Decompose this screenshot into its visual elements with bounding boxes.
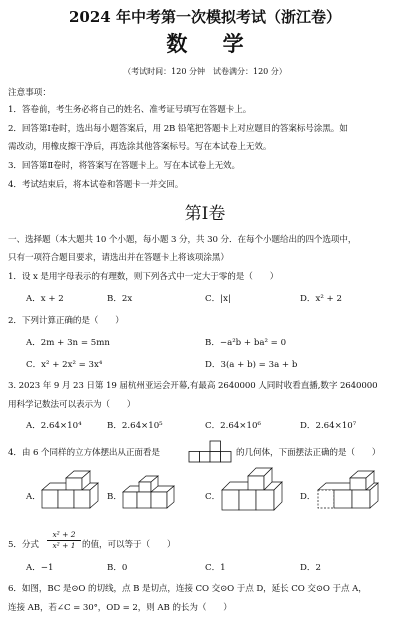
q4-option-c: C． xyxy=(205,492,221,502)
q5-stem-pre: 5．分式 xyxy=(8,540,39,550)
q3-option-c: C．2.64×10⁶ xyxy=(205,421,261,431)
q4-option-a-figure xyxy=(40,470,106,512)
q2-option-c: C．x² + 2x² = 3x⁴ xyxy=(26,360,103,370)
q2-option-d: D．3(a + b) = 3a + b xyxy=(205,360,298,370)
q5-fraction xyxy=(47,530,81,551)
q5-fraction-denominator: x² + 1 xyxy=(52,541,76,550)
q3-stem-b: 用科学记数法可以表示为（ ） xyxy=(8,400,136,410)
q3-option-a: A．2.64×10⁴ xyxy=(26,421,82,431)
note-2b: 需改动，用橡皮擦干净后，再选涂其他答案标号。写在本试卷上无效。 xyxy=(8,142,272,152)
q4-stem-post: 的几何体，下面摆法正确的是（ ） xyxy=(236,448,381,458)
section-intro-b: 只有一项符合题目要求，请选出并在答题卡上将该项涂黑） xyxy=(8,253,229,263)
note-2a: 2．回答第Ⅰ卷时，选出每小题答案后，用 2B 铅笔把答题卡上对应题目的答案标号涂黑。如 xyxy=(8,124,348,134)
q1-option-a: A．x + 2 xyxy=(26,294,64,304)
q5-stem-post: 的值，可以等于（ ） xyxy=(82,540,176,550)
q4-stem-pre: 4．由 6 个同样的立方体摆出从正面看是 xyxy=(8,448,160,458)
section-title: 第Ⅰ卷 xyxy=(184,204,226,224)
note-4: 4．考试结束后，将本试卷和答题卡一并交回。 xyxy=(8,180,184,190)
q5-fraction-numerator: x² + 2 xyxy=(47,530,81,541)
note-1: 1．答卷前，考生务必将自己的姓名、准考证号填写在答题卡上。 xyxy=(8,105,252,115)
exam-title: 2024 年中考第一次模拟考试（浙江卷） xyxy=(69,8,341,26)
q1-option-c: C．|x| xyxy=(205,294,231,304)
q4-option-a: A． xyxy=(26,492,41,502)
q3-option-d: D．2.64×10⁷ xyxy=(300,421,357,431)
notes-heading: 注意事项： xyxy=(8,88,51,98)
q4-option-c-figure xyxy=(220,466,292,514)
q2-option-b: B．−a²b + ba² = 0 xyxy=(205,338,287,348)
q1-option-b: B．2x xyxy=(107,294,133,304)
q2-option-a: A．2m + 3n = 5mn xyxy=(26,338,110,348)
q3-stem-a: 3. 2023 年 9 月 23 日第 19 届杭州亚运会开幕,有最高 2640000 人同时收看直播,数字 2640000 xyxy=(8,381,378,391)
q5-option-c: C．1 xyxy=(205,563,226,573)
q2-stem: 2．下列计算正确的是（ ） xyxy=(8,316,124,326)
q5-option-d: D．2 xyxy=(300,563,321,573)
q4-option-d: D． xyxy=(300,492,316,502)
q5-option-a: A．−1 xyxy=(26,563,54,573)
q4-front-view-figure xyxy=(188,440,232,464)
q6-stem-b: 连接 AB，若∠C = 30°，OD = 2，则 AB 的长为（ ） xyxy=(8,603,232,613)
section-intro-a: 一、选择题（本大题共 10 个小题，每小题 3 分，共 30 分．在每个小题给出的四个选项中， xyxy=(8,235,357,245)
exam-meta: （考试时间：120 分钟 试卷满分：120 分） xyxy=(123,67,287,76)
q1-stem: 1．设 x 是用字母表示的有理数，则下列各式中一定大于零的是（ ） xyxy=(8,272,279,282)
q4-option-b: B． xyxy=(107,492,122,502)
q1-option-d: D．x² + 2 xyxy=(300,294,342,304)
q3-option-b: B．2.64×10⁵ xyxy=(107,421,163,431)
q4-option-d-figure xyxy=(316,470,386,512)
q5-option-b: B．0 xyxy=(107,563,128,573)
note-3: 3．回答第Ⅱ卷时，将答案写在答题卡上。写在本试卷上无效。 xyxy=(8,161,240,171)
q6-stem-a: 6．如图，BC 是⊙O 的切线，点 B 是切点，连接 CO 交⊙O 于点 D，延长 CO 交⊙O 于点 A， xyxy=(8,584,367,594)
subject-title: 数 学 xyxy=(166,31,258,56)
q4-option-b-figure xyxy=(121,472,183,512)
